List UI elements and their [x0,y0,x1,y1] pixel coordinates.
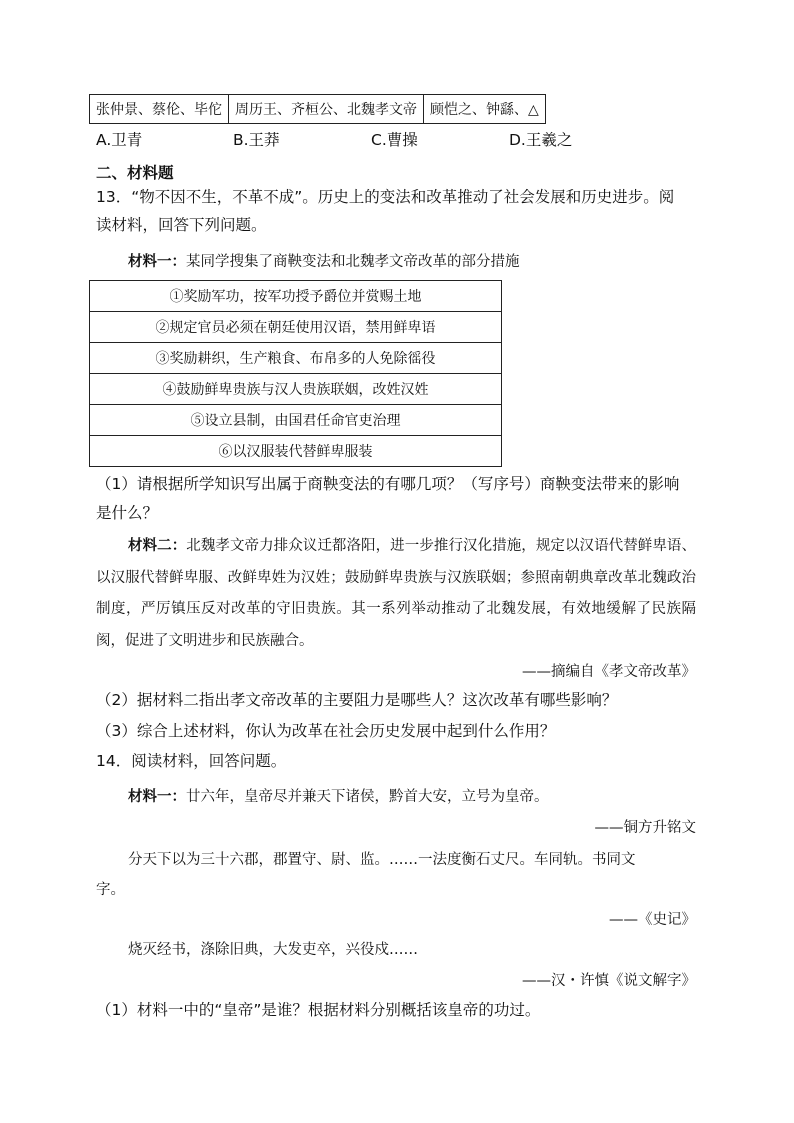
clue-cell: 张仲景、蔡伦、毕佗 [90,95,229,124]
measure-row: ①奖励军功，按军功授予爵位并赏赐土地 [90,281,502,312]
clue-table [89,94,546,124]
q13-intro-line2: 读材料，回答下列问题。 [96,216,267,234]
q13-sub1-line2: 是什么？ [96,504,159,522]
q13-material2 [96,530,696,657]
material-text: 廿六年，皇帝尽并兼天下诸侯，黔首大安，立号为皇帝。 [186,789,549,805]
measure-row: ④鼓励鲜卑贵族与汉人贵族联姻，改姓汉姓 [90,374,502,405]
q14-intro: 14．阅读材料，回答问题。 [96,752,287,770]
q13-intro-line1: 13．“物不因不生，不革不成”。历史上的变法和改革推动了社会发展和历史进步。阅 [96,188,675,206]
q13-sub3: （3）综合上述材料，你认为改革在社会历史发展中起到什么作用？ [96,722,556,740]
material-label: 材料二： [128,537,187,554]
option-c[interactable]: C.曹操 [371,131,418,149]
measure-row: ⑥以汉服装代替鲜卑服装 [90,436,502,467]
option-b[interactable]: B.王莽 [233,131,280,149]
q14-text2-line1: 分天下以为三十六郡，郡置守、尉、监。……一法度衡石丈尺。车同轨。书同文 [128,852,636,868]
section-title: 二、材料题 [96,164,174,182]
material-text: 北魏孝文帝力排众议迁都洛阳，进一步推行汉化措施，规定以汉语代替鲜卑语、以汉服代替鲜卑服、改鲜卑姓为汉姓；鼓励鲜卑贵族与汉族联姻；参照南朝典章改革北魏政治制度，严厉镇压反对改革的守旧贵族。其一系列举动推动了北魏发展，有效地缓解了民族隔阂，促进了文明进步和民族融合。 [96,538,696,649]
clue-cell: 周历王、齐桓公、北魏孝文帝 [229,95,424,124]
measures-table [89,280,502,467]
q13-sub2: （2）据材料二指出孝文帝改革的主要阻力是哪些人？这次改革有哪些影响？ [96,691,618,709]
q13-material1 [128,250,520,271]
material-label: 材料一： [128,788,186,805]
q14-text2-line2: 字。 [96,882,125,898]
option-a[interactable]: A.卫青 [96,131,143,149]
q14-text3: 烧灭经书，涤除旧典，大发吏卒，兴役戍…… [128,942,418,958]
clue-cell: 顾恺之、钟繇、△ [424,95,546,124]
q14-material1 [128,785,549,806]
measure-row: ③奖励耕织，生产粮食、布帛多的人免除徭役 [90,343,502,374]
q13-material2-source: ——摘编自《孝文帝改革》 [522,664,696,680]
material-label: 材料一： [128,253,186,270]
option-d[interactable]: D.王羲之 [509,131,573,149]
q14-source3: ——汉・许慎《说文解字》 [522,973,696,989]
measure-row: ②规定官员必须在朝廷使用汉语，禁用鲜卑语 [90,312,502,343]
q13-sub1-line1: （1）请根据所学知识写出属于商鞅变法的有哪几项？（写序号）商鞅变法带来的影响 [96,475,680,493]
measure-row: ⑤设立县制，由国君任命官吏治理 [90,405,502,436]
material-text: 某同学搜集了商鞅变法和北魏孝文帝改革的部分措施 [186,254,520,270]
q14-source2: ——《史记》 [609,912,696,928]
q14-sub1: （1）材料一中的“皇帝”是谁？根据材料分别概括该皇帝的功过。 [96,1001,541,1019]
q14-source1: ——铜方升铭文 [594,820,696,836]
